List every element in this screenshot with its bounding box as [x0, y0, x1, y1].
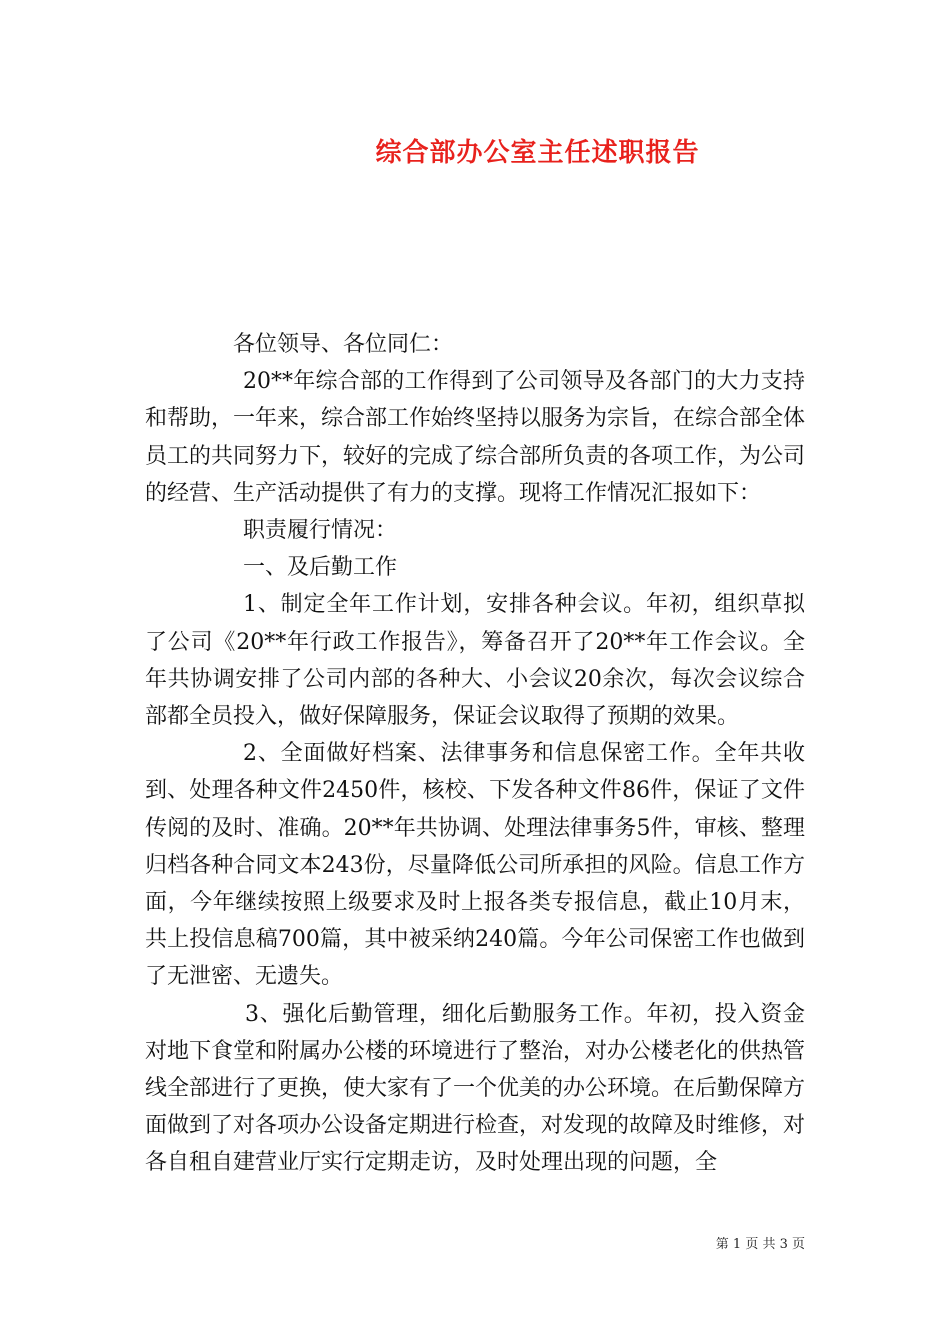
paragraph-intro: 20**年综合部的工作得到了公司领导及各部门的大力支持和帮助，一年来，综合部工作始终坚持以服务为宗旨，在综合部全体员工的共同努力下，较好的完成了综合部所负责的各项工作，为公司的经营、生产活动提供了有力的支撑。现将工作情况汇报如下：: [145, 369, 806, 506]
paragraph-item-1: 1、制定全年工作计划，安排各种会议。年初，组织草拟了公司《20**年行政工作报告》，筹备召开了20**年工作会议。全年共协调安排了公司内部的各种大、小会议20余次，每次会议综合部都全员投入，做好保障服务，保证会议取得了预期的效果。: [145, 592, 805, 730]
paragraph-item-2: 2、全面做好档案、法律事务和信息保密工作。全年共收到、处理各种文件2450件，核校、下发各种文件86件，保证了文件传阅的及时、准确。20**年共协调、处理法律事务5件，审核、整理归档各种合同文本243份，尽量降低公司所承担的风险。信息工作方面，今年继续按照上级要求及时上报各类专报信息，截止10月末，共上投信息稿700篇，其中被采纳240篇。今年公司保密工作也做到了无泄密、无遗失。: [145, 741, 805, 990]
document-body: [145, 326, 805, 1182]
section-heading-duties: 职责履行情况：: [243, 518, 398, 544]
section-heading-logistics: 一、及后勤工作: [243, 555, 398, 581]
page-title: 综合部办公室主任述职报告: [375, 138, 700, 168]
paragraph-item-3: 3、强化后勤管理，细化后勤服务工作。年初，投入资金对地下食堂和附属办公楼的环境进行了整治，对办公楼老化的供热管线全部进行了更换，使大家有了一个优美的办公环境。在后勤保障方面做到了对各项办公设备定期进行检查，对发现的故障及时维修，对各自租自建营业厅实行定期走访，及时处理出现的问题，全: [145, 1001, 806, 1176]
greeting: 各位领导、各位同仁：: [233, 332, 454, 357]
page-footer: 第 1 页 共 3 页: [715, 1237, 805, 1252]
